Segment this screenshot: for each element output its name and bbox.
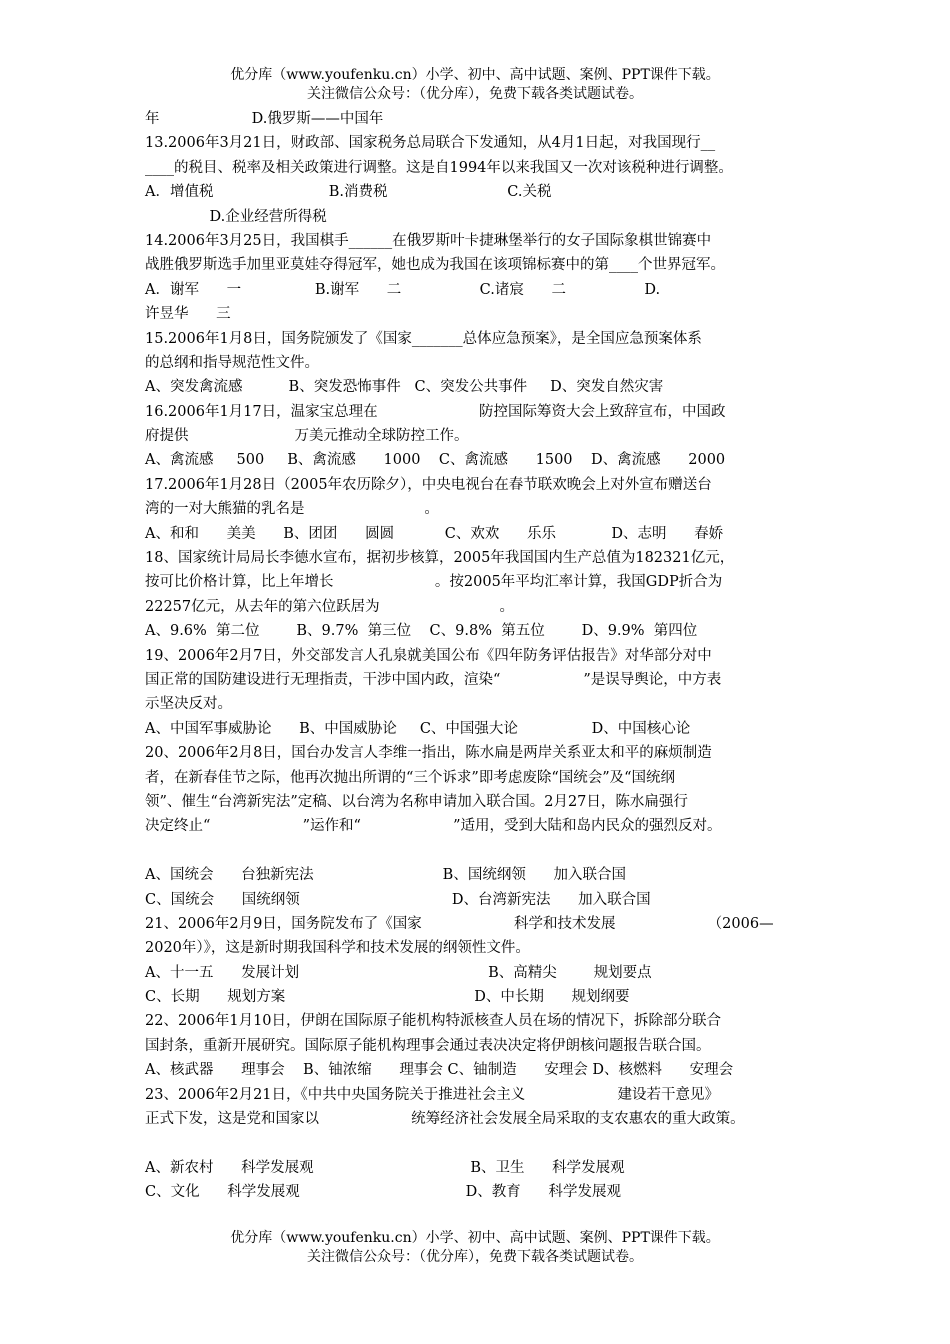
text-line: A、国统会 台独新宪法 B、国统纲领 加入联合国 xyxy=(145,867,626,884)
text-line: 府提供 万美元推动全球防控工作。 xyxy=(145,428,469,445)
page-header xyxy=(0,66,950,104)
text-line: 16.2006年1月17日，温家宝总理在 防控国际筹资大会上致辞宣布，中国政 xyxy=(145,403,726,420)
page-footer xyxy=(0,1229,950,1267)
text-line: 领”、催生“台湾新宪法”定稿、以台湾为名称申请加入联合国。2月27日，陈水扁强行 xyxy=(145,793,688,810)
text-line: D.企业经营所得税 xyxy=(145,208,327,225)
text-line: 15.2006年1月8日，国务院颁发了《国家_______总体应急预案》，是全国应急预案体系 xyxy=(145,330,702,347)
text-line: 正式下发，这是党和国家以 统筹经济社会发展全局采取的支农惠农的重大政策。 xyxy=(145,1111,745,1128)
text-line: 2020年）》，这是新时期我国科学和技术发展的纲领性文件。 xyxy=(145,940,530,957)
text-line: A、9.6% 第二位 B、9.7% 第三位 C、9.8% 第五位 D、9.9% 第四位 xyxy=(145,623,698,640)
text-line: A、禽流感 500 B、禽流感 1000 C、禽流感 1500 D、禽流感 2000 xyxy=(145,452,726,469)
text-line: 国封条，重新开展研究。国际原子能机构理事会通过表决决定将伊朗核问题报告联合国。 xyxy=(145,1037,711,1054)
text-line: 23、2006年2月21日，《中共中央国务院关于推进社会主义 建设若干意见》 xyxy=(145,1086,719,1103)
text-line: A、新农村 科学发展观 B、卫生 科学发展观 xyxy=(145,1159,625,1176)
text-line: 者，在新春佳节之际，他再次抛出所谓的“三个诉求”即考虑废除“国统会”及“国统纲 xyxy=(145,769,676,786)
text-line: 21、2006年2月9日，国务院发布了《国家 科学和技术发展 （2006— xyxy=(145,915,774,932)
text-line: C、文化 科学发展观 D、教育 科学发展观 xyxy=(145,1184,621,1201)
text-line: 示坚决反对。 xyxy=(145,696,232,713)
text-line: 18、国家统计局局长李德水宣布，据初步核算，2005年我国国内生产总值为182321亿元， xyxy=(145,550,735,567)
text-line: 19、2006年2月7日，外交部发言人孔泉就美国公布《四年防务评估报告》对华部分对中 xyxy=(145,647,712,664)
text-line: 决定终止“ ”运作和“ ”适用，受到大陆和岛内民众的强烈反对。 xyxy=(145,818,722,835)
text-line: 战胜俄罗斯选手加里亚莫娃夺得冠军，她也成为我国在该项锦标赛中的第____个世界冠军。 xyxy=(145,257,725,274)
text-line: 22257亿元，从去年的第六位跃居为 。 xyxy=(145,598,514,615)
text-line: A、中国军事威胁论 B、中国威胁论 C、中国强大论 D、中国核心论 xyxy=(145,720,691,737)
text-line: 17.2006年1月28日（2005年农历除夕），中央电视台在春节联欢晚会上对外宣布赠送台 xyxy=(145,476,712,493)
footer-line-2: 关注微信公众号：（优分库），免费下载各类试题试卷。 xyxy=(307,1249,643,1265)
text-line: 的总纲和指导规范性文件。 xyxy=(145,354,319,371)
footer-line-1: 优分库（www.youfenku.cn）小学、初中、高中试题、案例、PPT课件下载。 xyxy=(230,1230,720,1246)
text-line: 年 D.俄罗斯——中国年 xyxy=(145,111,384,127)
text-line: A、突发禽流感 B、突发恐怖事件 C、突发公共事件 D、突发自然灾害 xyxy=(145,379,664,396)
text-line: 20、2006年2月8日，国台办发言人李维一指出，陈水扁是两岸关系亚太和平的麻烦制造 xyxy=(145,745,712,762)
text-line: A、十一五 发展计划 B、高精尖 规划要点 xyxy=(145,964,652,981)
text-line: 湾的一对大熊猫的乳名是 。 xyxy=(145,501,439,518)
text-line: A．谢军 一 B.谢军 二 C.诸宸 二 D. xyxy=(145,281,661,298)
text-line: A、核武器 理事会 B、铀浓缩 理事会 C、铀制造 安理会 D、核燃料 安理会 xyxy=(145,1062,734,1079)
text-line: 13.2006年3月21日，财政部、国家税务总局联合下发通知，从4月1日起，对我国现行__ xyxy=(145,135,716,152)
document-body xyxy=(145,107,825,1205)
text-line: C、长期 规划方案 D、中长期 规划纲要 xyxy=(145,989,630,1006)
text-line: 22、2006年1月10日，伊朗在国际原子能机构特派核查人员在场的情况下，拆除部分联合 xyxy=(145,1013,722,1030)
text-line: A、和和 美美 B、团团 圆圆 C、欢欢 乐乐 D、志明 春娇 xyxy=(145,525,724,542)
header-line-1: 优分库（www.youfenku.cn）小学、初中、高中试题、案例、PPT课件下载。 xyxy=(230,67,720,83)
text-line xyxy=(145,1131,825,1155)
text-line: 国正常的国防建设进行无理指责，干涉中国内政，渲染“ ”是误导舆论，中方表 xyxy=(145,671,722,688)
text-line: ____的税目、税率及相关政策进行调整。这是自1994年以来我国又一次对该税种进行调整。 xyxy=(145,159,733,176)
text-line: 按可比价格计算，比上年增长 。按2005年平均汇率计算，我国GDP折合为 xyxy=(145,574,723,591)
header-line-2: 关注微信公众号：（优分库），免费下载各类试题试卷。 xyxy=(307,86,643,102)
text-line: 14.2006年3月25日，我国棋手______在俄罗斯叶卡捷琳堡举行的女子国际象棋世锦赛中 xyxy=(145,232,712,249)
text-line xyxy=(145,839,825,863)
text-line: A．增值税 B.消费税 C.关税 xyxy=(145,184,552,201)
text-line: 许昱华 三 xyxy=(145,306,231,323)
text-line: C、国统会 国统纲领 D、台湾新宪法 加入联合国 xyxy=(145,891,651,908)
